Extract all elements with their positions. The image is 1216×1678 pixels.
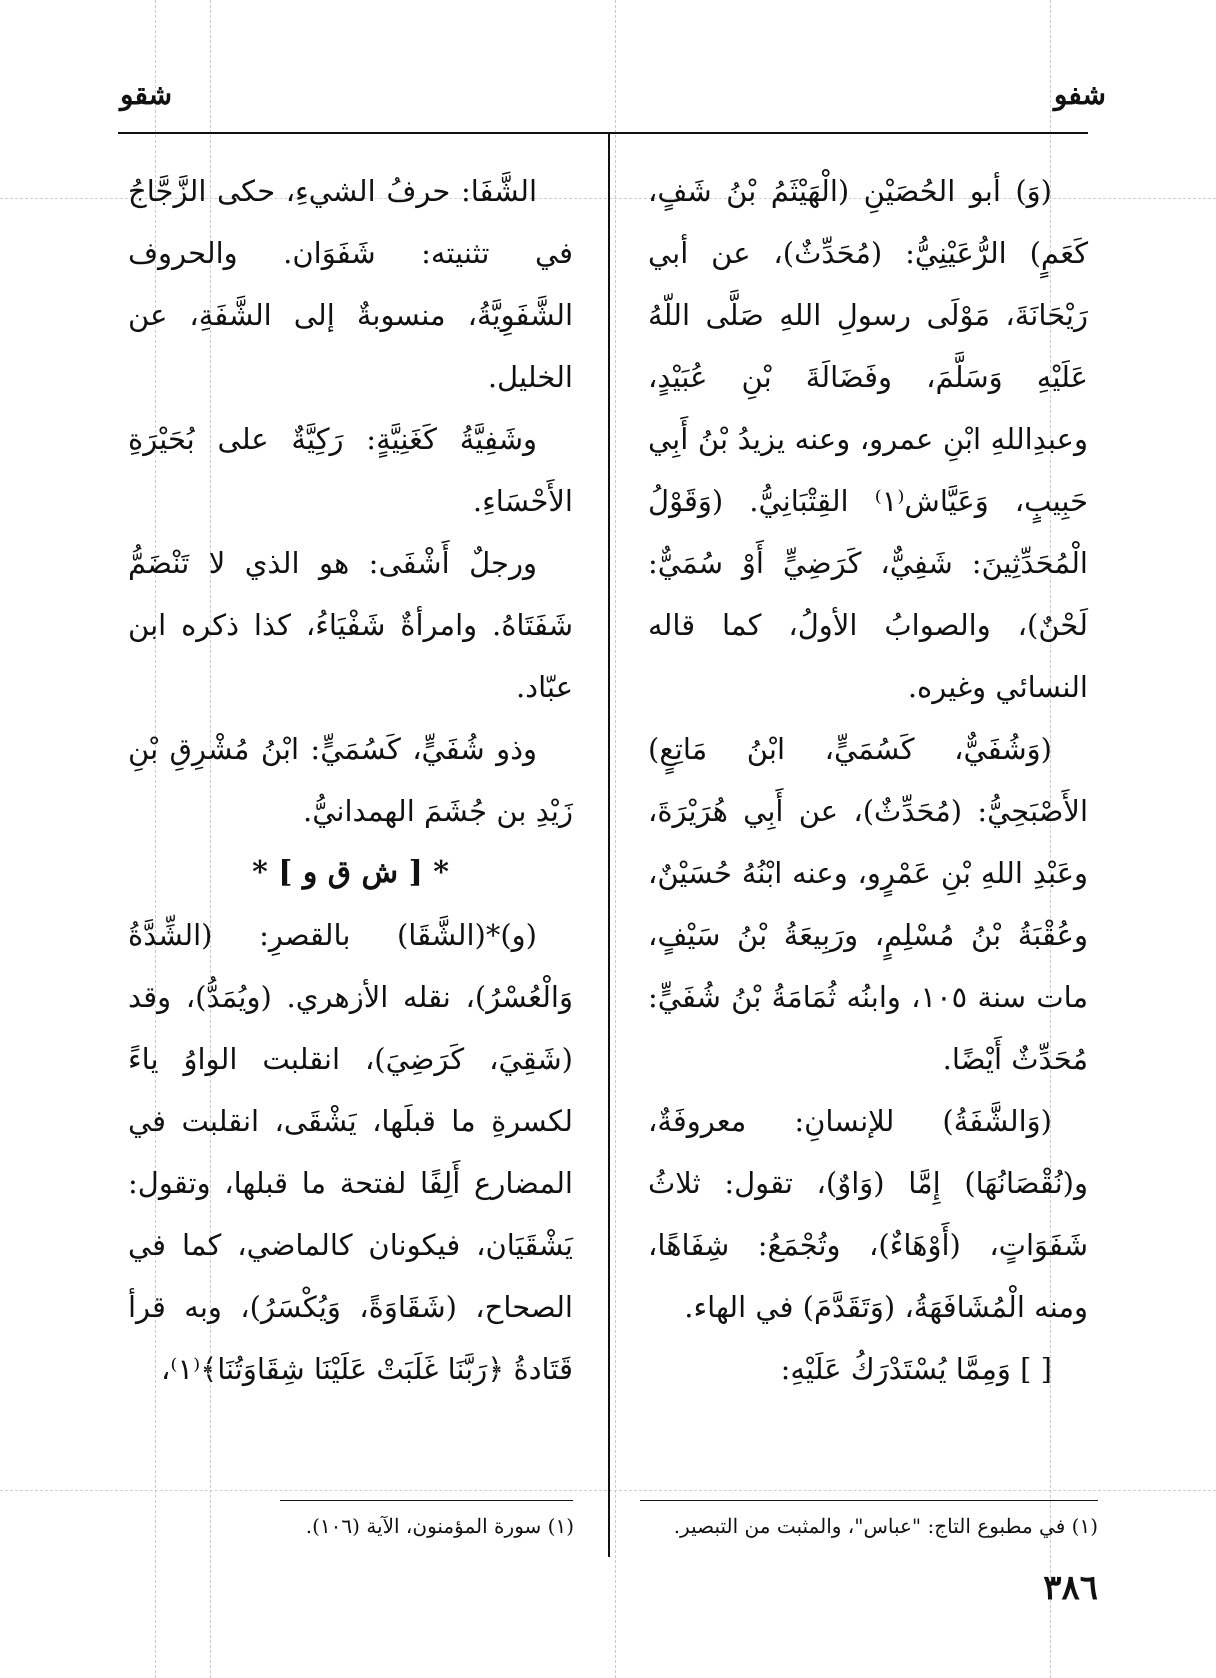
scan-guide-line — [615, 0, 616, 1678]
right-column — [648, 160, 1088, 1400]
left-column — [128, 160, 573, 1400]
paragraph: (وَشُفَيٌّ، كَسُمَيٍّ، ابْنُ مَاتِعٍ) الأَصْبَحِيُّ: (مُحَدِّثٌ)، عن أَبِي هُرَيْرَةَ، وعَبْدِ اللهِ بْنِ عَمْرٍو، وعنه ابْنُهُ حُسَيْنٌ، وعُقْبَةُ بْنُ مُسْلِمٍ، ورَبِيعَةُ بْنُ سَيْفٍ، مات سنة ١٠٥، وابنُه ثُمَامَةُ بْنُ شُفَيٍّ: مُحَدِّثٌ أَيْضًا. — [648, 732, 1088, 1076]
footnote-right: (١) في مطبوع التاج: "عباس"، والمثبت من التبصير. — [673, 1514, 1098, 1538]
footnote-rule — [640, 1500, 1098, 1501]
running-head-left: شقو — [120, 78, 173, 111]
paragraph: وشَفِيَّةُ كَغَنِيَّةٍ: رَكِيَّةٌ على بُحَيْرَةِ الأَحْسَاءِ. — [128, 422, 573, 518]
paragraph: (و)*(الشَّقَا) بالقصرِ: (الشِّدَّةُ وَالْعُسْرُ)، نقله الأزهري. (ويُمَدُّ)، وقد (شَقِيَ، كَرَضِيَ)، انقلبت الواوُ ياءً لكسرةِ ما قبلَها، يَشْقَى، انقلبت في المضارع أَلِفًا لفتحة ما قبلها، وتقول: يَشْقَيَان، فيكونان كالماضي، كما في الصحاح، (شَقَاوَةً، وَيُكْسَرُ)، وبه قرأ قَتَادةُ ﴿رَبَّنَا غَلَبَتْ عَلَيْنَا شِقَاوَتُنَا﴾⁽١⁾، — [128, 918, 573, 1386]
column-divider — [608, 132, 610, 1557]
entry-heading: * [ ش ق و ] * — [252, 855, 449, 890]
footnote-rule — [280, 1500, 573, 1501]
paragraph: [ ] وَمِمَّا يُسْتَدْرَكُ عَلَيْهِ: — [780, 1352, 1052, 1386]
paragraph: الشَّفَا: حرفُ الشيءِ، حكى الزَّجَّاجُ في تثنيته: شَفَوَان. والحروف الشَّفَوِيَّةُ، منسوبةٌ إلى الشَّفَةِ، عن الخليل. — [128, 174, 573, 394]
paragraph: (وَالشَّفَةُ) للإنسانِ: معروفَةٌ، و(نُقْصَانُهَا) إِمَّا (وَاوٌ)، تقول: ثلاثُ شَفَوَاتٍ، (أَوْهَاءٌ)، وتُجْمَعُ: شِفَاهًا، ومنه الْمُشَافَهَةُ، (وَتَقَدَّمَ) في الهاء. — [648, 1104, 1088, 1324]
footnote-left: (١) سورة المؤمنون، الآية (١٠٦). — [305, 1514, 574, 1538]
paragraph: وذو شُفَيٍّ، كَسُمَيٍّ: ابْنُ مُشْرِقِ بْنِ زَيْدِ بن جُشَمَ الهمدانيُّ. — [128, 732, 573, 828]
running-head-right: شفو — [1053, 78, 1106, 111]
paragraph: ورجلٌ أَشْفَى: هو الذي لا تَنْضَمُّ شَفَتَاهُ. وامرأةٌ شَفْيَاءُ، كذا ذكره ابن عبّاد. — [128, 546, 573, 704]
paragraph: (وَ) أبو الحُصَيْنِ (الْهَيْثَمُ بْنُ شَفٍ، كَعَمٍ) الرُّعَيْنِيُّ: (مُحَدِّثٌ)، عن أبي رَيْحَانَةَ، مَوْلَى رسولِ اللهِ صَلَّى اللّهُ عَلَيْهِ وَسَلَّمَ، وفَضَالَةَ بْنِ عُبَيْدٍ، وعبدِاللهِ ابْنِ عمرو، وعنه يزيدُ بْنُ أَبِي حَبِيبٍ، وَعَيَّاش⁽١⁾ القِتْبَانِيُّ. (وَقَوْلُ الْمُحَدِّثِينَ: شَفِيٌّ، كَرَضِيٍّ أَوْ سُمَيٌّ: لَحْنٌ)، والصوابُ الأولُ، كما قاله النسائي وغيره. — [648, 174, 1088, 704]
page-number: ٣٨٦ — [1043, 1568, 1098, 1608]
header-rule — [118, 132, 1088, 134]
